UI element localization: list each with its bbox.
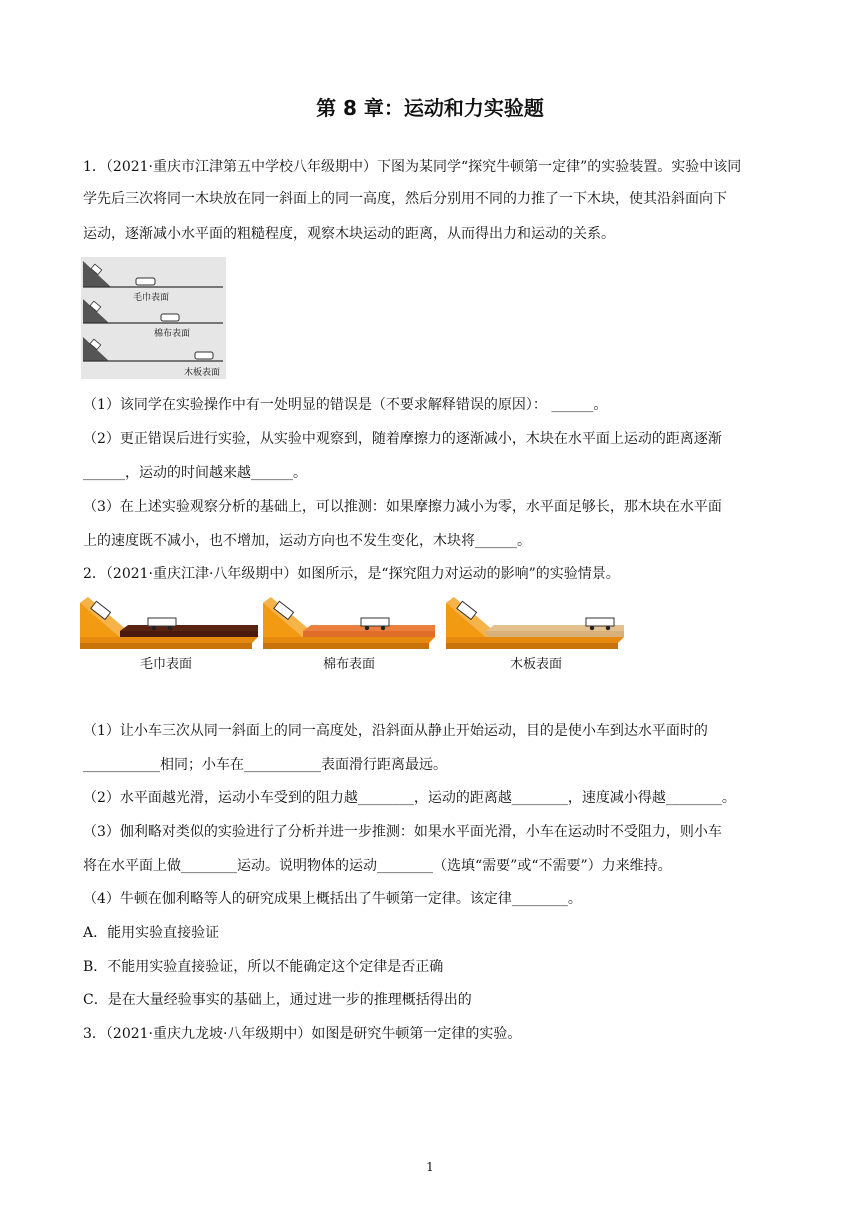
cart-towel bbox=[148, 618, 176, 626]
q2-part-4: （4）牛顿在伽利略等人的研究成果上概括出了牛顿第一定律。该定律________。 bbox=[83, 891, 582, 907]
figure-2-label-wood: 木板表面 bbox=[510, 657, 563, 672]
q2-part-1-line-2: ___________相同；小车在___________表面滑行距离最远。 bbox=[83, 757, 447, 773]
block-2 bbox=[161, 314, 179, 321]
cart-cotton bbox=[361, 618, 389, 626]
surface-cotton bbox=[303, 631, 435, 637]
figure-1-label-towel: 毛巾表面 bbox=[133, 293, 170, 303]
q1-stem-line-1: 1．（2021·重庆市江津第五中学校八年级期中）下图为某同学“探究牛顿第一定律”的实验装置。实验中该同 bbox=[83, 159, 742, 175]
q1-part-2-line-2: ______，运动的时间越来越______。 bbox=[83, 465, 307, 481]
surface-towel bbox=[120, 631, 258, 637]
option-b: B．不能用实验直接验证，所以不能确定这个定律是否正确 bbox=[83, 959, 444, 975]
q2-part-3-line-1: （3）伽利略对类似的实验进行了分析并进一步推测：如果水平面光滑，小车在运动时不受阻力，则小车 bbox=[83, 824, 722, 840]
q2-part-3-line-2: 将在水平面上做________运动。说明物体的运动________（选填“需要”或“不需要”）力来维持。 bbox=[83, 858, 672, 874]
q2-stem: 2．（2021·重庆江津·八年级期中）如图所示，是“探究阻力对运动的影响”的实验情景。 bbox=[83, 566, 620, 582]
figure-2-label-towel: 毛巾表面 bbox=[140, 657, 193, 672]
ramp-panel-towel bbox=[80, 597, 258, 649]
q1-stem-line-3: 运动，逐渐减小水平面的粗糙程度，观察木块运动的距离，从而得出力和运动的关系。 bbox=[83, 226, 615, 242]
q1-part-2-line-1: （2）更正错误后进行实验，从实验中观察到，随着摩擦力的逐渐减小，木块在水平面上运动的距离逐渐 bbox=[83, 431, 722, 447]
ramp-panel-cotton bbox=[263, 597, 435, 649]
surface-wood bbox=[486, 631, 624, 637]
figure-1-experiment bbox=[81, 257, 226, 379]
q1-part-3-line-2: 上的速度既不减小，也不增加，运动方向也不发生变化，木块将______。 bbox=[83, 533, 531, 549]
page-number: 1 bbox=[426, 1160, 434, 1174]
q2-part-2: （2）水平面越光滑，运动小车受到的阻力越________，运动的距离越________，速度减小得越________。 bbox=[83, 790, 736, 806]
ramp-panel-wood bbox=[446, 597, 624, 649]
q3-stem: 3．（2021·重庆九龙坡·八年级期中）如图是研究牛顿第一定律的实验。 bbox=[83, 1026, 522, 1042]
figure-2-experiment bbox=[80, 593, 625, 675]
cart-wood bbox=[586, 618, 614, 626]
figure-2-label-cotton: 棉布表面 bbox=[323, 657, 376, 672]
q1-part-1: （1）该同学在实验操作中有一处明显的错误是（不要求解释错误的原因）： ______。 bbox=[83, 397, 608, 413]
block-1 bbox=[136, 278, 155, 285]
q1-part-3-line-1: （3）在上述实验观察分析的基础上，可以推测：如果摩擦力减小为零，水平面足够长，那木块在水平面 bbox=[83, 499, 722, 515]
option-a: A．能用实验直接验证 bbox=[83, 925, 220, 941]
figure-1-label-wood: 木板表面 bbox=[184, 368, 221, 378]
figure-1-label-cotton: 棉布表面 bbox=[154, 329, 191, 339]
q1-stem-line-2: 学先后三次将同一木块放在同一斜面上的同一高度，然后分别用不同的力推了一下木块，使其沿斜面向下 bbox=[83, 191, 727, 207]
q2-part-1-line-1: （1）让小车三次从同一斜面上的同一高度处，沿斜面从静止开始运动，目的是使小车到达水平面时的 bbox=[83, 723, 708, 739]
option-c: C．是在大量经验事实的基础上，通过进一步的推理概括得出的 bbox=[83, 992, 472, 1008]
page-title: 第 8 章：运动和力实验题 bbox=[316, 96, 544, 120]
block-3 bbox=[195, 352, 213, 359]
